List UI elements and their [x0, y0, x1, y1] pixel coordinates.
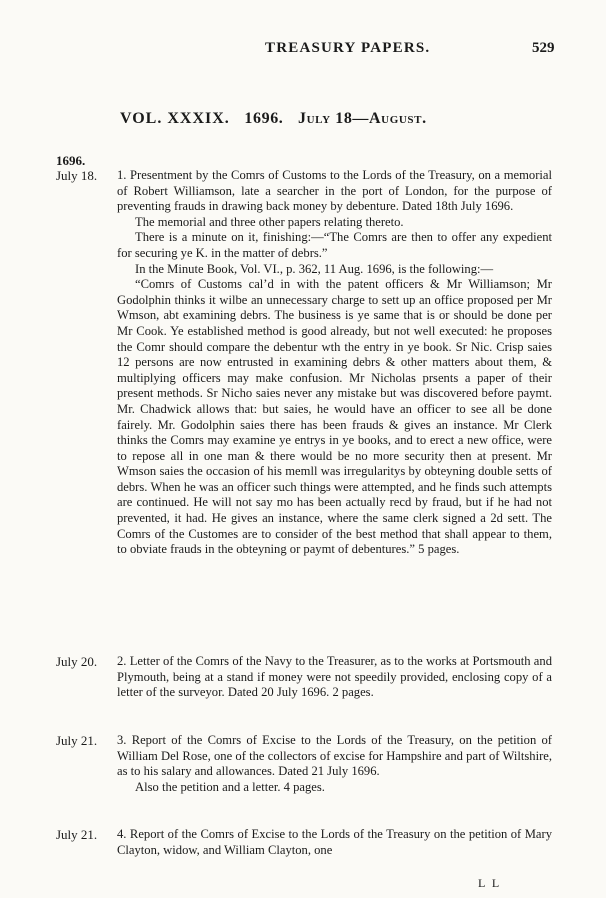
entry-paragraph: 2. Letter of the Comrs of the Navy to the Treasurer, as to the works at Portsmouth and Plymouth, being at a stand if money were not speedily provided, enclosing copy of a letter of the surveyor. Dated 20 July 1696. 2 pages. [117, 654, 552, 700]
running-title: TREASURY PAPERS. [265, 40, 431, 56]
entry-paragraph: The memorial and three other papers relating thereto. [135, 214, 404, 229]
volume-heading [120, 110, 540, 128]
entry-date: July 18. [56, 168, 98, 183]
entry-body [117, 827, 552, 858]
volume-number: VOL. XXXIX. [120, 110, 230, 127]
volume-date-range: July 18—August. [298, 110, 427, 127]
entry-paragraph: In the Minute Book, Vol. VI., p. 362, 11 Aug. 1696, is the following:— [135, 261, 494, 276]
year-marker: 1696. [56, 153, 86, 168]
entry-paragraph: 3. Report of the Comrs of Excise to the Lords of the Treasury, on the petition of William Del Rose, one of the collectors of excise for Hampshire and part of Wiltshire, as to his salary and allowances. Dated 21 July 1696. [117, 733, 552, 779]
signature-mark: L L [478, 876, 502, 890]
entry-quotation: “Comrs of Customs cal’d in with the patent officers & Mr Williamson; Mr Godolphin thinks it wilbe an unnecessary charge to sett up an office proposed per Mr Wmson, abt examining debrs. The business is ye same that is or should be done per Mr Cook. Ye established method is good already, but not well executed: he proposes the Comr should compare the debentur wth the entry in ye book. Sr Nic. Crisp saies 12 persons are now entrusted in examining debrs & other matters about them, & multiplying officers may make confusion. Mr Nicholas prsents a paper of their present methods. Sr Nicho saies never any mistake but was discovered before paymt. Mr. Chadwick allows that: but saies, he would have an officer to see all be done fairely. Mr. Godolphin saies there has been frauds & gives an instance. Mr Clerk thinks the Comrs may examine ye entrys in ye books, and to erect a new office, were to repose all in one man & there would be no more security then at present. Mr Wmson saies the occasion of his memll was irregularitys by obteyning double setts of debrs. When he was an officer such things were attempted, and he finds such attempts are continued. He will not say mo has been actually recd by fraud, but if he had not prevented, it had. He gives an instance, where the same clerk signed a 2d sett. The Comrs of the Customes are to consider of the best method that shall appear to them, to obviate frauds in the obteyning or paymt of debentures.” 5 pages. [117, 277, 552, 557]
entry-body [117, 733, 552, 795]
entry-body [117, 168, 552, 558]
entry-body [117, 654, 552, 701]
volume-year: 1696. [244, 110, 284, 127]
entry-paragraph: 1. Presentment by the Comrs of Customs to the Lords of the Treasury, on a memorial of Robert Williamson, late a searcher in the port of London, for the purpose of preventing frauds in drawing back money by debenture. Dated 18th July 1696. [117, 168, 552, 214]
entry-paragraph: There is a minute on it, finishing:—“The Comrs are then to offer any expedient for securing ye K. in the matter of debrs.” [117, 230, 552, 260]
entry-date: July 21. [56, 827, 98, 842]
entry-date: July 20. [56, 654, 98, 669]
entry-date: July 21. [56, 733, 98, 748]
entry-paragraph: Also the petition and a letter. 4 pages. [135, 779, 325, 794]
entry-paragraph: 4. Report of the Comrs of Excise to the Lords of the Treasury on the petition of Mary Clayton, widow, and William Clayton, one [117, 827, 552, 857]
page-number: 529 [532, 40, 555, 56]
running-head [0, 40, 606, 62]
